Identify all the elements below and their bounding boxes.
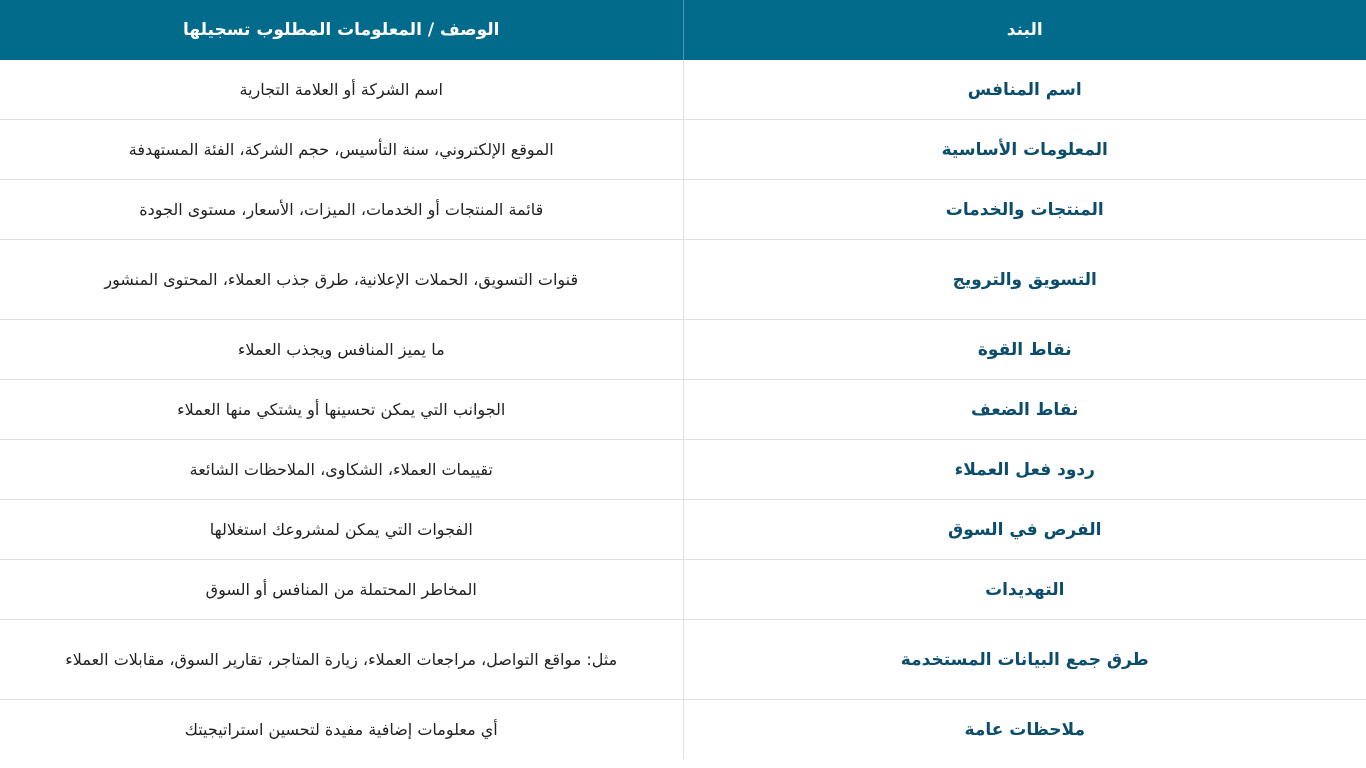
table-row xyxy=(0,60,1366,120)
row-item: طرق جمع البيانات المستخدمة xyxy=(683,620,1366,700)
row-description: اسم الشركة أو العلامة التجارية xyxy=(0,60,683,120)
table-header xyxy=(0,0,1366,60)
row-item: نقاط الضعف xyxy=(683,380,1366,440)
table-row xyxy=(0,620,1366,700)
row-item: التسويق والترويج xyxy=(683,240,1366,320)
row-description: الموقع الإلكتروني، سنة التأسيس، حجم الشركة، الفئة المستهدفة xyxy=(0,120,683,180)
row-description: مثل: مواقع التواصل، مراجعات العملاء، زيارة المتاجر، تقارير السوق، مقابلات العملاء xyxy=(0,620,683,700)
table-row xyxy=(0,320,1366,380)
row-item: المعلومات الأساسية xyxy=(683,120,1366,180)
row-description: أي معلومات إضافية مفيدة لتحسين استراتيجيتك xyxy=(184,720,498,739)
row-item: ردود فعل العملاء xyxy=(683,440,1366,500)
header-item: البند xyxy=(683,0,1366,60)
row-description: ما يميز المنافس ويجذب العملاء xyxy=(0,320,683,380)
row-description: قائمة المنتجات أو الخدمات، الميزات، الأسعار، مستوى الجودة xyxy=(0,180,683,240)
row-description: تقييمات العملاء، الشكاوى، الملاحظات الشائعة xyxy=(0,440,683,500)
row-description: المخاطر المحتملة من المنافس أو السوق xyxy=(0,560,683,620)
row-item: ملاحظات عامة xyxy=(683,700,1366,760)
row-item: نقاط القوة xyxy=(683,320,1366,380)
row-description: الفجوات التي يمكن لمشروعك استغلالها xyxy=(0,500,683,560)
header-description: الوصف / المعلومات المطلوب تسجيلها xyxy=(0,0,683,60)
table-row xyxy=(0,240,1366,320)
table-row xyxy=(0,500,1366,560)
table-row xyxy=(0,120,1366,180)
row-item: الفرص في السوق xyxy=(683,500,1366,560)
header-row xyxy=(0,0,1366,60)
row-description: الجوانب التي يمكن تحسينها أو يشتكي منها العملاء xyxy=(0,380,683,440)
table-row xyxy=(0,180,1366,240)
table-body xyxy=(0,60,1366,759)
table-row xyxy=(0,560,1366,620)
table-row xyxy=(0,380,1366,440)
row-item: المنتجات والخدمات xyxy=(683,180,1366,240)
table-row xyxy=(0,700,1366,760)
row-item: اسم المنافس xyxy=(683,60,1366,120)
table-row xyxy=(0,440,1366,500)
row-item: التهديدات xyxy=(683,560,1366,620)
row-description: قنوات التسويق، الحملات الإعلانية، طرق جذب العملاء، المحتوى المنشور xyxy=(0,240,683,320)
